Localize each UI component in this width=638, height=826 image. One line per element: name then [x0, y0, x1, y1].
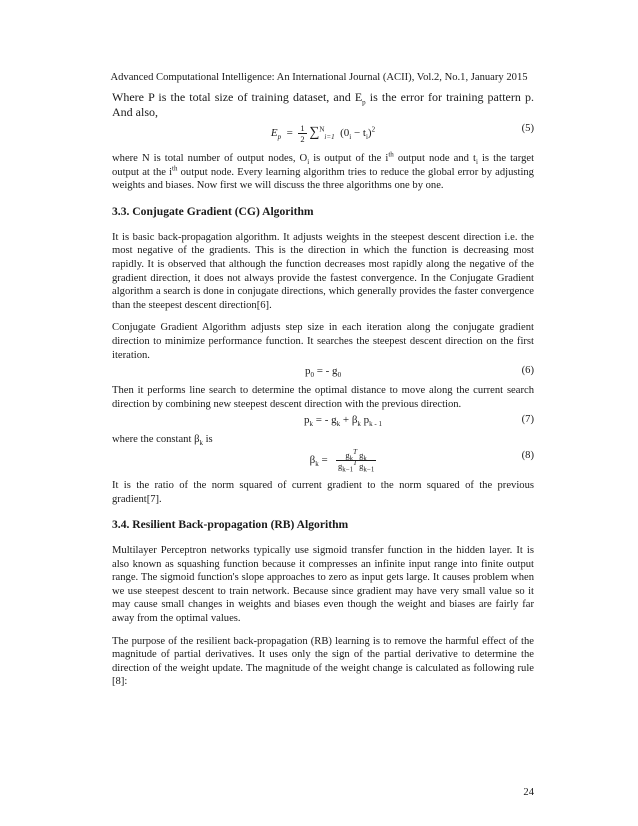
sum-symbol: ∑ [309, 125, 320, 141]
rb-paragraph-2: The purpose of the resilient back-propagation (RB) learning is to remove the harmful effect of the magnitude of partial derivatives. It uses only the sign of the partial derivative to determine the direction of the weight update. The magnitude of the weight change is calculated as following rule [8]: [112, 635, 534, 688]
equation-number-6: (6) [521, 365, 534, 377]
half-fraction: $\frac{1}{2}$ [300, 123, 305, 144]
page-content [112, 90, 534, 689]
equation-number-7: (7) [521, 414, 534, 426]
cg-paragraph-3: Then it performs line search to determine the optimal distance to move along the current search direction by combining new steepest descent direction with the previous direction. [112, 385, 534, 410]
equation-8: $\beta_k$ = $\frac{g_k^T g_k}{g_{k-1}^T g_{k-1}}$ (8) [309, 448, 534, 474]
equation-7: $p_k$ = - $g_k + \beta_k$ $p_{k - 1}$ (7) [303, 414, 534, 429]
equation-6: $p_0$ = - $g_0$ (6) [304, 365, 534, 380]
section-heading-cg: 3.3. Conjugate Gradient (CG) Algorithm [112, 204, 314, 218]
rb-paragraph-1: Multilayer Perceptron networks typically use sigmoid transfer function in the hidden layer. It is also known as squashing function because it compresses an infinite input range into finite output range. The sigmoid function's slope approaches to zero as input gets large. It causes problem when we use steepest descent to train network. Because since gradient may have very small value so it may cause small changes in weights and biases even though the weight and biases are fairly far away from the optimal values. [112, 545, 534, 625]
cg-paragraph-4: where the constant $\beta_k$ is [112, 434, 213, 448]
equation-5: $E_p$ = $\frac{1}{2}$ ∑$^N_{i=1}$ $(0_i - t_i)^2$ (5) [270, 123, 534, 144]
cg-paragraph-5: It is the ratio of the norm squared of current gradient to the norm squared of the previous gradient[7]. [112, 479, 534, 505]
equation-number-8: (8) [521, 449, 534, 461]
intro-paragraph: Where P is the total size of training dataset, and $E_p$ is the error for training pattern p. And also, [112, 90, 534, 119]
cg-paragraph-1: It is basic back-propagation algorithm. It adjusts weights in the steepest descent direction i.e. the most negative of the gradients. This is the direction in which the function is decreasing most rapidly. It is observed that although the function decreases most rapidly along the negative of the gradient direction, it does not always provide the fastest convergence. In the Conjugate Gradient algorithm a search is done in conjugate directions, which generally provides the faster convergence than the steepest descent direction[6]. [112, 231, 534, 311]
paragraph-where-n: where N is total number of output nodes, $O_i$ is output of the $i^{th}$ output node and $t_i$ is the target output at the $i^{th}$ output node. Every learning algorithm tries to reduce the global error by adjusting weights and biases. Now first we will discuss the three algorithms one by one. [112, 150, 535, 192]
cg-paragraph-2: Conjugate Gradient Algorithm adjusts step size in each iteration along the conjugate gradient direction to minimize performance function. It searches the steepest descent direction on the first iteration. [112, 322, 534, 361]
running-header: Advanced Computational Intelligence: An International Journal (ACII), Vol.2, No.1, January 2015 [110, 72, 528, 83]
equation-number-5: (5) [521, 123, 534, 134]
page-number: 24 [523, 787, 534, 798]
beta-fraction: $\frac{g_k^T g_k}{g_{k-1}^T g_{k-1}}$ [337, 448, 375, 474]
section-heading-rb: 3.4. Resilient Back-propagation (RB) Algorithm [112, 518, 349, 532]
